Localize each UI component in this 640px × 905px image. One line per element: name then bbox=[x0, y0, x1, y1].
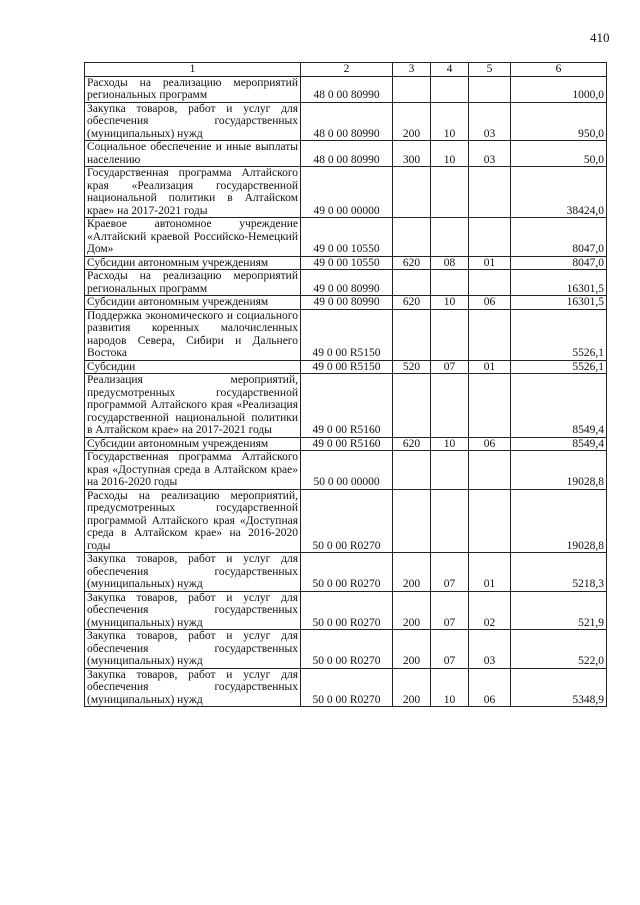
row-name-cell: Субсидии автономным учреждениям bbox=[85, 437, 301, 451]
row-pr-cell bbox=[469, 270, 511, 296]
row-rz-cell bbox=[431, 270, 469, 296]
table-row bbox=[85, 553, 607, 592]
table-row bbox=[85, 668, 607, 707]
row-vr-cell bbox=[393, 489, 431, 553]
budget-table-body bbox=[85, 63, 607, 707]
table-header-row bbox=[85, 63, 607, 77]
row-pr-cell: 02 bbox=[469, 591, 511, 630]
page-number: 410 bbox=[590, 30, 610, 45]
row-vr-cell: 200 bbox=[393, 668, 431, 707]
table-row bbox=[85, 102, 607, 141]
row-sum-cell: 5526,1 bbox=[511, 309, 607, 360]
row-vr-cell: 620 bbox=[393, 437, 431, 451]
row-code-cell: 50 0 00 00000 bbox=[301, 451, 393, 490]
row-code-cell: 49 0 00 80990 bbox=[301, 296, 393, 310]
row-pr-cell: 01 bbox=[469, 256, 511, 270]
row-pr-cell bbox=[469, 374, 511, 438]
row-code-cell: 49 0 00 R5150 bbox=[301, 309, 393, 360]
row-rz-cell bbox=[431, 76, 469, 102]
row-name-cell: Субсидии автономным учреждениям bbox=[85, 296, 301, 310]
row-code-cell: 50 0 00 R0270 bbox=[301, 489, 393, 553]
row-pr-cell: 06 bbox=[469, 437, 511, 451]
row-sum-cell: 19028,8 bbox=[511, 489, 607, 553]
row-sum-cell: 8047,0 bbox=[511, 256, 607, 270]
table-row bbox=[85, 167, 607, 218]
row-vr-cell bbox=[393, 309, 431, 360]
table-row bbox=[85, 360, 607, 374]
row-sum-cell: 16301,5 bbox=[511, 270, 607, 296]
row-pr-cell: 01 bbox=[469, 360, 511, 374]
row-code-cell: 48 0 00 80990 bbox=[301, 102, 393, 141]
row-name-cell: Государственная программа Алтайского края «Доступная среда в Алтайском крае» на 2016-2020 годы bbox=[85, 451, 301, 490]
row-sum-cell: 16301,5 bbox=[511, 296, 607, 310]
column-header: 2 bbox=[301, 63, 393, 77]
row-rz-cell: 10 bbox=[431, 296, 469, 310]
row-rz-cell: 10 bbox=[431, 141, 469, 167]
table-row bbox=[85, 296, 607, 310]
row-vr-cell bbox=[393, 270, 431, 296]
row-code-cell: 49 0 00 R5150 bbox=[301, 360, 393, 374]
row-rz-cell: 07 bbox=[431, 591, 469, 630]
table-row bbox=[85, 309, 607, 360]
row-name-cell: Реализация мероприятий, предусмотренных государственной программой Алтайского края «Реализация государственной национальной политики в Алтайском крае» на 2017-2021 годы bbox=[85, 374, 301, 438]
row-rz-cell: 07 bbox=[431, 553, 469, 592]
row-sum-cell: 521,9 bbox=[511, 591, 607, 630]
row-name-cell: Расходы на реализацию мероприятий региональных программ bbox=[85, 270, 301, 296]
row-vr-cell bbox=[393, 167, 431, 218]
row-name-cell: Расходы на реализацию мероприятий, предусмотренных государственной программой Алтайского края «Доступная среда в Алтайском крае» на 2016-2020 годы bbox=[85, 489, 301, 553]
table-row bbox=[85, 437, 607, 451]
row-pr-cell bbox=[469, 309, 511, 360]
row-pr-cell bbox=[469, 218, 511, 257]
row-code-cell: 49 0 00 10550 bbox=[301, 218, 393, 257]
column-header: 4 bbox=[431, 63, 469, 77]
row-pr-cell: 06 bbox=[469, 296, 511, 310]
row-pr-cell: 03 bbox=[469, 102, 511, 141]
row-code-cell: 50 0 00 R0270 bbox=[301, 591, 393, 630]
column-header: 6 bbox=[511, 63, 607, 77]
row-rz-cell: 07 bbox=[431, 360, 469, 374]
row-name-cell: Государственная программа Алтайского края «Реализация государственной национальной политики в Алтайском крае» на 2017-2021 годы bbox=[85, 167, 301, 218]
budget-table bbox=[84, 62, 607, 707]
row-rz-cell: 08 bbox=[431, 256, 469, 270]
row-vr-cell: 200 bbox=[393, 102, 431, 141]
row-sum-cell: 950,0 bbox=[511, 102, 607, 141]
row-rz-cell bbox=[431, 451, 469, 490]
row-code-cell: 48 0 00 80990 bbox=[301, 141, 393, 167]
row-name-cell: Социальное обеспечение и иные выплаты населению bbox=[85, 141, 301, 167]
row-code-cell: 49 0 00 00000 bbox=[301, 167, 393, 218]
row-name-cell: Закупка товаров, работ и услуг для обеспечения государственных (муниципальных) нужд bbox=[85, 668, 301, 707]
row-name-cell: Расходы на реализацию мероприятий региональных программ bbox=[85, 76, 301, 102]
row-vr-cell: 520 bbox=[393, 360, 431, 374]
row-sum-cell: 19028,8 bbox=[511, 451, 607, 490]
row-vr-cell: 620 bbox=[393, 256, 431, 270]
row-code-cell: 50 0 00 R0270 bbox=[301, 553, 393, 592]
row-pr-cell: 03 bbox=[469, 630, 511, 669]
row-sum-cell: 50,0 bbox=[511, 141, 607, 167]
row-vr-cell bbox=[393, 451, 431, 490]
row-rz-cell bbox=[431, 309, 469, 360]
row-rz-cell bbox=[431, 218, 469, 257]
row-pr-cell: 06 bbox=[469, 668, 511, 707]
row-sum-cell: 522,0 bbox=[511, 630, 607, 669]
table-row bbox=[85, 489, 607, 553]
row-vr-cell bbox=[393, 76, 431, 102]
row-pr-cell: 03 bbox=[469, 141, 511, 167]
row-code-cell: 48 0 00 80990 bbox=[301, 76, 393, 102]
row-rz-cell: 10 bbox=[431, 668, 469, 707]
row-sum-cell: 5348,9 bbox=[511, 668, 607, 707]
column-header: 1 bbox=[85, 63, 301, 77]
row-sum-cell: 8549,4 bbox=[511, 437, 607, 451]
column-header: 3 bbox=[393, 63, 431, 77]
row-vr-cell: 200 bbox=[393, 553, 431, 592]
row-pr-cell bbox=[469, 167, 511, 218]
row-pr-cell: 01 bbox=[469, 553, 511, 592]
row-pr-cell bbox=[469, 76, 511, 102]
row-pr-cell bbox=[469, 451, 511, 490]
row-code-cell: 49 0 00 10550 bbox=[301, 256, 393, 270]
row-code-cell: 49 0 00 R5160 bbox=[301, 374, 393, 438]
table-row bbox=[85, 141, 607, 167]
row-sum-cell: 5526,1 bbox=[511, 360, 607, 374]
table-row bbox=[85, 218, 607, 257]
row-rz-cell bbox=[431, 489, 469, 553]
column-header: 5 bbox=[469, 63, 511, 77]
row-rz-cell: 10 bbox=[431, 437, 469, 451]
table-row bbox=[85, 591, 607, 630]
row-code-cell: 49 0 00 R5160 bbox=[301, 437, 393, 451]
table-row bbox=[85, 630, 607, 669]
row-vr-cell bbox=[393, 374, 431, 438]
row-name-cell: Поддержка экономического и социального развития коренных малочисленных народов Севера, Сибири и Дальнего Востока bbox=[85, 309, 301, 360]
table-row bbox=[85, 256, 607, 270]
table-row bbox=[85, 76, 607, 102]
row-name-cell: Субсидии bbox=[85, 360, 301, 374]
row-name-cell: Закупка товаров, работ и услуг для обеспечения государственных (муниципальных) нужд bbox=[85, 591, 301, 630]
row-rz-cell bbox=[431, 167, 469, 218]
row-code-cell: 49 0 00 80990 bbox=[301, 270, 393, 296]
row-name-cell: Закупка товаров, работ и услуг для обеспечения государственных (муниципальных) нужд bbox=[85, 553, 301, 592]
row-sum-cell: 38424,0 bbox=[511, 167, 607, 218]
table-row bbox=[85, 270, 607, 296]
row-name-cell: Закупка товаров, работ и услуг для обеспечения государственных (муниципальных) нужд bbox=[85, 630, 301, 669]
row-name-cell: Краевое автономное учреждение «Алтайский краевой Российско-Немецкий Дом» bbox=[85, 218, 301, 257]
row-vr-cell bbox=[393, 218, 431, 257]
row-vr-cell: 620 bbox=[393, 296, 431, 310]
row-code-cell: 50 0 00 R0270 bbox=[301, 630, 393, 669]
row-name-cell: Субсидии автономным учреждениям bbox=[85, 256, 301, 270]
row-sum-cell: 8047,0 bbox=[511, 218, 607, 257]
row-sum-cell: 1000,0 bbox=[511, 76, 607, 102]
row-rz-cell: 10 bbox=[431, 102, 469, 141]
table-row bbox=[85, 451, 607, 490]
row-vr-cell: 300 bbox=[393, 141, 431, 167]
row-vr-cell: 200 bbox=[393, 591, 431, 630]
row-rz-cell: 07 bbox=[431, 630, 469, 669]
row-rz-cell bbox=[431, 374, 469, 438]
row-sum-cell: 8549,4 bbox=[511, 374, 607, 438]
row-vr-cell: 200 bbox=[393, 630, 431, 669]
row-name-cell: Закупка товаров, работ и услуг для обеспечения государственных (муниципальных) нужд bbox=[85, 102, 301, 141]
row-code-cell: 50 0 00 R0270 bbox=[301, 668, 393, 707]
row-sum-cell: 5218,3 bbox=[511, 553, 607, 592]
table-row bbox=[85, 374, 607, 438]
row-pr-cell bbox=[469, 489, 511, 553]
